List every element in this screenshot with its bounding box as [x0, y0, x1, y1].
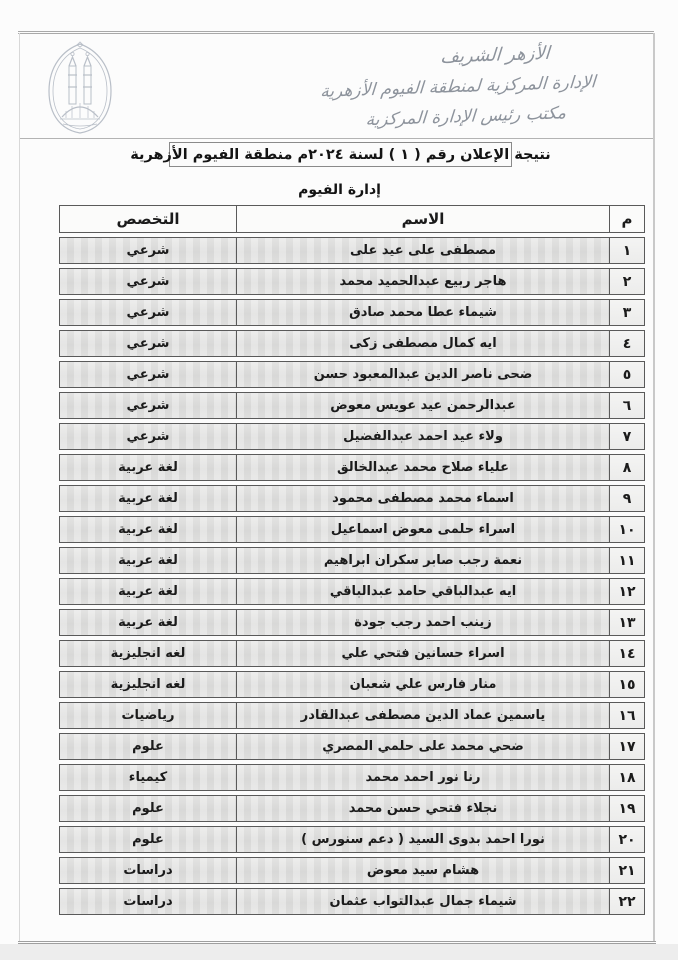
- row-name-cell: مصطفى على عيد على: [236, 237, 610, 264]
- row-number-cell: ١٠: [609, 516, 645, 543]
- results-table-body: [58, 237, 645, 915]
- row-number-cell: ١٥: [609, 671, 645, 698]
- row-name-cell: رنا نور احمد محمد: [236, 764, 610, 791]
- row-name-cell: ضحى ناصر الدين عبدالمعبود حسن: [236, 361, 610, 388]
- row-name-cell: علياء صلاح محمد عبدالخالق: [236, 454, 610, 481]
- table-row: [58, 454, 645, 481]
- table-row: [58, 547, 645, 574]
- row-number-cell: ٩: [609, 485, 645, 512]
- row-number-cell: ٢٠: [609, 826, 645, 853]
- row-number-cell: ٢١: [609, 857, 645, 884]
- row-specialty-cell: لغة عربية: [59, 578, 237, 605]
- row-name-cell: ياسمين عماد الدين مصطفى عبدالقادر: [236, 702, 610, 729]
- row-specialty-cell: شرعي: [59, 237, 237, 264]
- row-number-cell: ١٣: [609, 609, 645, 636]
- row-specialty-cell: لغة عربية: [59, 547, 237, 574]
- row-number-cell: ٧: [609, 423, 645, 450]
- table-row: [58, 857, 645, 884]
- row-name-cell: شيماء عطا محمد صادق: [236, 299, 610, 326]
- row-number-cell: ١٨: [609, 764, 645, 791]
- row-specialty-cell: شرعي: [59, 268, 237, 295]
- row-specialty-cell: علوم: [59, 795, 237, 822]
- row-specialty-cell: علوم: [59, 733, 237, 760]
- table-row: [58, 392, 645, 419]
- row-name-cell: اسراء حسانين فتحي علي: [236, 640, 610, 667]
- row-name-cell: اسراء حلمى معوض اسماعيل: [236, 516, 610, 543]
- announcement-title: نتيجة الإعلان رقم ( ١ ) لسنة ٢٠٢٤م منطقة الفيوم الأزهرية: [130, 146, 551, 163]
- table-row: [58, 671, 645, 698]
- table-row: [58, 485, 645, 512]
- row-name-cell: منار فارس علي شعبان: [236, 671, 610, 698]
- row-number-cell: ١: [609, 237, 645, 264]
- row-number-cell: ١٩: [609, 795, 645, 822]
- row-specialty-cell: شرعي: [59, 361, 237, 388]
- table-row: [58, 795, 645, 822]
- row-specialty-cell: كيمياء: [59, 764, 237, 791]
- table-row: [58, 640, 645, 667]
- table-row: [58, 237, 645, 264]
- table-row: [58, 423, 645, 450]
- row-number-cell: ١٦: [609, 702, 645, 729]
- row-name-cell: زينب احمد رجب جودة: [236, 609, 610, 636]
- table-row: [58, 361, 645, 388]
- row-name-cell: ولاء عيد احمد عبدالفضيل: [236, 423, 610, 450]
- letterhead-calligraphy: [290, 36, 626, 138]
- row-specialty-cell: شرعي: [59, 392, 237, 419]
- row-name-cell: عبدالرحمن عيد عويس معوض: [236, 392, 610, 419]
- row-name-cell: ايه عبدالباقي حامد عبدالباقي: [236, 578, 610, 605]
- org-name-line: الأزهر الشريف: [439, 42, 551, 68]
- table-row: [58, 764, 645, 791]
- table-row: [58, 733, 645, 760]
- table-row: [58, 578, 645, 605]
- row-specialty-cell: دراسات: [59, 857, 237, 884]
- row-specialty-cell: لغه انجليزية: [59, 671, 237, 698]
- row-number-cell: ١٧: [609, 733, 645, 760]
- header-number: م: [609, 205, 645, 233]
- row-specialty-cell: رياضيات: [59, 702, 237, 729]
- table-row: [58, 826, 645, 853]
- table-row: [58, 330, 645, 357]
- scan-right-edge: [653, 33, 655, 941]
- table-row: [58, 702, 645, 729]
- scan-bottom-margin: [0, 944, 678, 960]
- row-specialty-cell: لغه انجليزية: [59, 640, 237, 667]
- row-specialty-cell: علوم: [59, 826, 237, 853]
- administration-subtitle: إدارة الفيوم: [298, 182, 381, 198]
- office-line: مكتب رئيس الإدارة المركزية: [364, 103, 567, 131]
- table-row: [58, 299, 645, 326]
- row-name-cell: ايه كمال مصطفى زكى: [236, 330, 610, 357]
- row-name-cell: شيماء جمال عبدالتواب عثمان: [236, 888, 610, 915]
- table-header-row: [58, 205, 645, 233]
- scan-left-edge: [19, 33, 20, 941]
- row-number-cell: ٤: [609, 330, 645, 357]
- row-number-cell: ٣: [609, 299, 645, 326]
- row-name-cell: اسماء محمد مصطفى محمود: [236, 485, 610, 512]
- row-number-cell: ١٤: [609, 640, 645, 667]
- row-specialty-cell: دراسات: [59, 888, 237, 915]
- row-specialty-cell: شرعي: [59, 330, 237, 357]
- row-number-cell: ٢: [609, 268, 645, 295]
- row-number-cell: ٥: [609, 361, 645, 388]
- table-row: [58, 268, 645, 295]
- row-specialty-cell: لغة عربية: [59, 516, 237, 543]
- row-name-cell: هشام سيد معوض: [236, 857, 610, 884]
- table-row: [58, 888, 645, 915]
- announcement-title-box: [130, 142, 551, 167]
- row-specialty-cell: لغة عربية: [59, 609, 237, 636]
- results-table: [58, 205, 645, 919]
- row-number-cell: ٨: [609, 454, 645, 481]
- al-azhar-emblem-icon: [36, 41, 124, 135]
- row-specialty-cell: شرعي: [59, 423, 237, 450]
- letterhead: [20, 34, 653, 139]
- row-specialty-cell: شرعي: [59, 299, 237, 326]
- row-name-cell: نجلاء فتحي حسن محمد: [236, 795, 610, 822]
- table-row: [58, 516, 645, 543]
- table-row: [58, 609, 645, 636]
- header-name: الاسم: [236, 205, 610, 233]
- row-specialty-cell: لغة عربية: [59, 485, 237, 512]
- row-name-cell: نعمة رجب صابر سكران ابراهيم: [236, 547, 610, 574]
- row-name-cell: ضحي محمد على حلمي المصري: [236, 733, 610, 760]
- header-specialty: التخصص: [59, 205, 237, 233]
- row-number-cell: ١٢: [609, 578, 645, 605]
- directorate-line: الإدارة المركزية لمنطقة الفيوم الأزهرية: [319, 72, 597, 102]
- row-specialty-cell: لغة عربية: [59, 454, 237, 481]
- row-number-cell: ٢٢: [609, 888, 645, 915]
- row-number-cell: ١١: [609, 547, 645, 574]
- row-name-cell: نورا احمد بدوى السيد ( دعم سنورس ): [236, 826, 610, 853]
- row-number-cell: ٦: [609, 392, 645, 419]
- row-name-cell: هاجر ربيع عبدالحميد محمد: [236, 268, 610, 295]
